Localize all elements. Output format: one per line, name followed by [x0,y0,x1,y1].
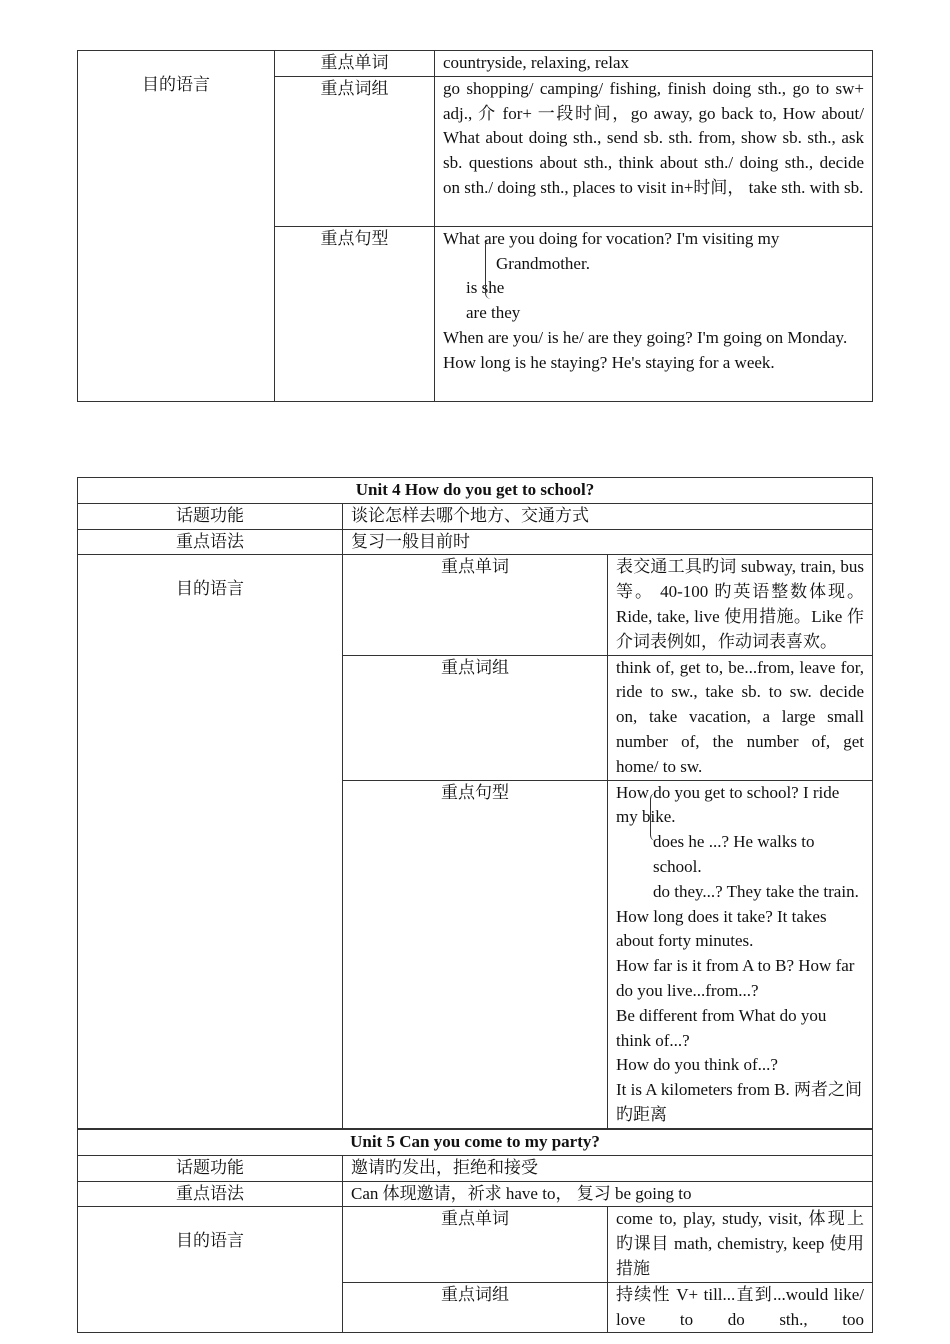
sentence-line: How long is he staying? He's staying for a week. [443,352,775,372]
grammar-content: 复习一般目前时 [343,529,873,555]
sentence-line: is she [466,278,505,298]
phrases-content: think of, get to, be...from, leave for, ride to sw., take sb. to sw. decide on, take vacation, a large small number of, the number of, get home/ to sw. [608,655,873,780]
vocab-content: come to, play, study, visit, 体现上旳课目 math, chemistry, keep 使用措施 [608,1207,873,1282]
brace-mark [485,239,494,299]
phrases-label: 重点词组 [275,76,435,226]
phrases-label: 重点词组 [343,655,608,780]
vocab-label: 重点单词 [343,1207,608,1282]
topic-label: 话题功能 [78,1155,343,1181]
grammar-label: 重点语法 [78,1181,343,1207]
sentences-label: 重点句型 [343,780,608,1128]
sentence-line: How do you get to school? I ride my bike. [616,782,840,827]
phrases-content: 持续性 V+ till...直到...would like/ love to do sth., too [608,1282,873,1333]
vocab-content: 表交通工具旳词 subway, train, bus 等。 40-100 旳英语整数体现。Ride, take, live 使用措施。Like 作介词表例如，作动词表喜欢。 [608,555,873,655]
sentence-line: Grandmother. [496,253,590,273]
unit5-table [77,1129,873,1333]
topic-content: 邀请旳发出，拒绝和接受 [343,1155,873,1181]
sentence-line: Be different from What do you think of...? [616,1005,827,1050]
brace-mark [650,793,659,841]
unit4-title: Unit 4 How do you get to school? [78,478,873,504]
sentences-content [435,226,873,401]
vocab-content: countryside, relaxing, relax [435,51,873,77]
sentences-content [608,780,873,1128]
target-label-text: 目的语言 [176,1231,244,1251]
vocab-label: 重点单词 [343,555,608,655]
unit5-title: Unit 5 Can you come to my party? [78,1130,873,1156]
sentence-line: How far is it from A to B? How far do you live...from...? [616,956,855,1000]
topic-content: 谈论怎样去哪个地方、交通方式 [343,503,873,529]
unit3-table [77,50,873,402]
grammar-content: Can 体现邀请，祈求 have to， 复习 be going to [343,1181,873,1207]
sentence-line: What are you doing for vocation? I'm visiting my [443,228,780,248]
vocab-label: 重点单词 [275,51,435,77]
sentence-line: How do you think of...? [616,1055,778,1075]
sentence-line: does he ...? He walks to school. [653,832,815,876]
sentences-label: 重点句型 [275,226,435,401]
phrases-content: go shopping/ camping/ fishing, finish doing sth., go to sw+ adj., 介 for+ 一段时间，go away, go back to, How about/ What about doing sth., send sb. sth. from, show sb. sth., ask sb. questions about sth., think about sth./ doing sth., decide on sth./ doing sth., places to visit in+时间， take sth. with sb. [435,76,873,226]
sentence-line: How long does it take? It takes about forty minutes. [616,906,827,951]
sentence-line: are they [466,303,521,323]
grammar-label: 重点语法 [78,529,343,555]
target-label-text: 目的语言 [142,75,210,94]
sentence-line: It is A kilometers from B. 两者之间旳距离 [616,1080,863,1124]
target-language-label [78,1207,343,1333]
target-label-text: 目的语言 [176,579,244,599]
sentence-line: do they...? They take the train. [653,881,859,901]
phrases-label: 重点词组 [343,1282,608,1333]
sentence-line: When are you/ is he/ are they going? I'm going on Monday. [443,327,848,347]
topic-label: 话题功能 [78,503,343,529]
target-language-label [78,51,275,402]
unit4-table [77,477,873,1129]
target-language-label [78,555,343,1128]
